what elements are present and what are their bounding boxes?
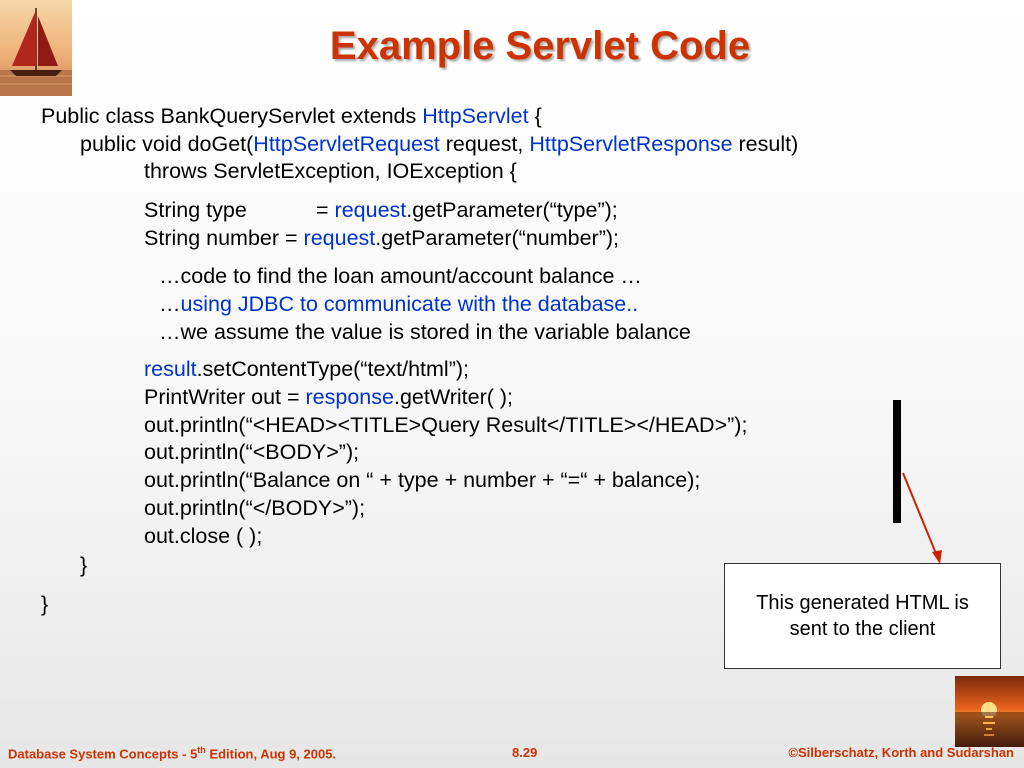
code-text: …code to find the loan amount/account balance … [159, 264, 642, 288]
code-text: .getParameter(“number”); [375, 226, 620, 250]
footer-slide-number: 8.29 [512, 745, 538, 760]
code-text: result) [732, 132, 799, 156]
footer-copyright: ©Silberschatz, Korth and Sudarshan [788, 745, 1014, 760]
code-text: request, [439, 132, 530, 156]
code-text: PrintWriter out = [144, 385, 306, 409]
code-text: } [80, 553, 88, 577]
code-highlight: response [305, 385, 394, 409]
code-highlight: request [303, 226, 376, 250]
code-highlight: using JDBC to communicate with the database.. [180, 292, 639, 316]
code-text: .getParameter(“type”); [406, 198, 618, 222]
code-text: .setContentType(“text/html”); [196, 357, 470, 381]
code-text: out.close ( ); [144, 524, 263, 548]
code-text: String number = [144, 226, 304, 250]
callout-text: This generated HTML is sent to the client [756, 592, 969, 640]
code-highlight: HttpServletResponse [529, 132, 733, 156]
code-text: …we assume the value is stored in the variable balance [159, 320, 691, 344]
code-text: { [528, 104, 542, 128]
footer-course-sup: th [197, 745, 206, 755]
code-text: out.println(“Balance on “ + type + number + “=“ + balance); [144, 468, 701, 492]
code-text: = [316, 198, 335, 222]
code-text: out.println(“</BODY>”); [144, 496, 366, 520]
slide-title: Example Servlet Code [329, 24, 751, 68]
code-text: out.println(“<BODY>”); [144, 440, 360, 464]
callout-box [724, 563, 1001, 669]
code-text: … [159, 292, 181, 316]
sunset-icon [955, 676, 1024, 747]
sunset-image [955, 676, 1024, 747]
footer-course-date: Edition, Aug 9, 2005. [205, 746, 337, 762]
code-highlight: HttpServletRequest [253, 132, 440, 156]
code-highlight: request [334, 198, 407, 222]
code-highlight: result [144, 357, 197, 381]
footer-course-text: Database System Concepts - 5 [8, 746, 198, 762]
code-highlight: HttpServlet [422, 104, 529, 128]
code-text: public void doGet( [80, 132, 254, 156]
footer-course [8, 745, 336, 761]
code-text: .getWriter( ); [393, 385, 514, 409]
code-text: String type [144, 198, 247, 222]
code-text: out.println(“<HEAD><TITLE>Query Result</TITLE></HEAD>”); [144, 413, 748, 437]
code-text: Public class BankQueryServlet extends [41, 104, 423, 128]
code-text: throws ServletException, IOException { [144, 159, 517, 183]
code-text: } [41, 592, 49, 616]
